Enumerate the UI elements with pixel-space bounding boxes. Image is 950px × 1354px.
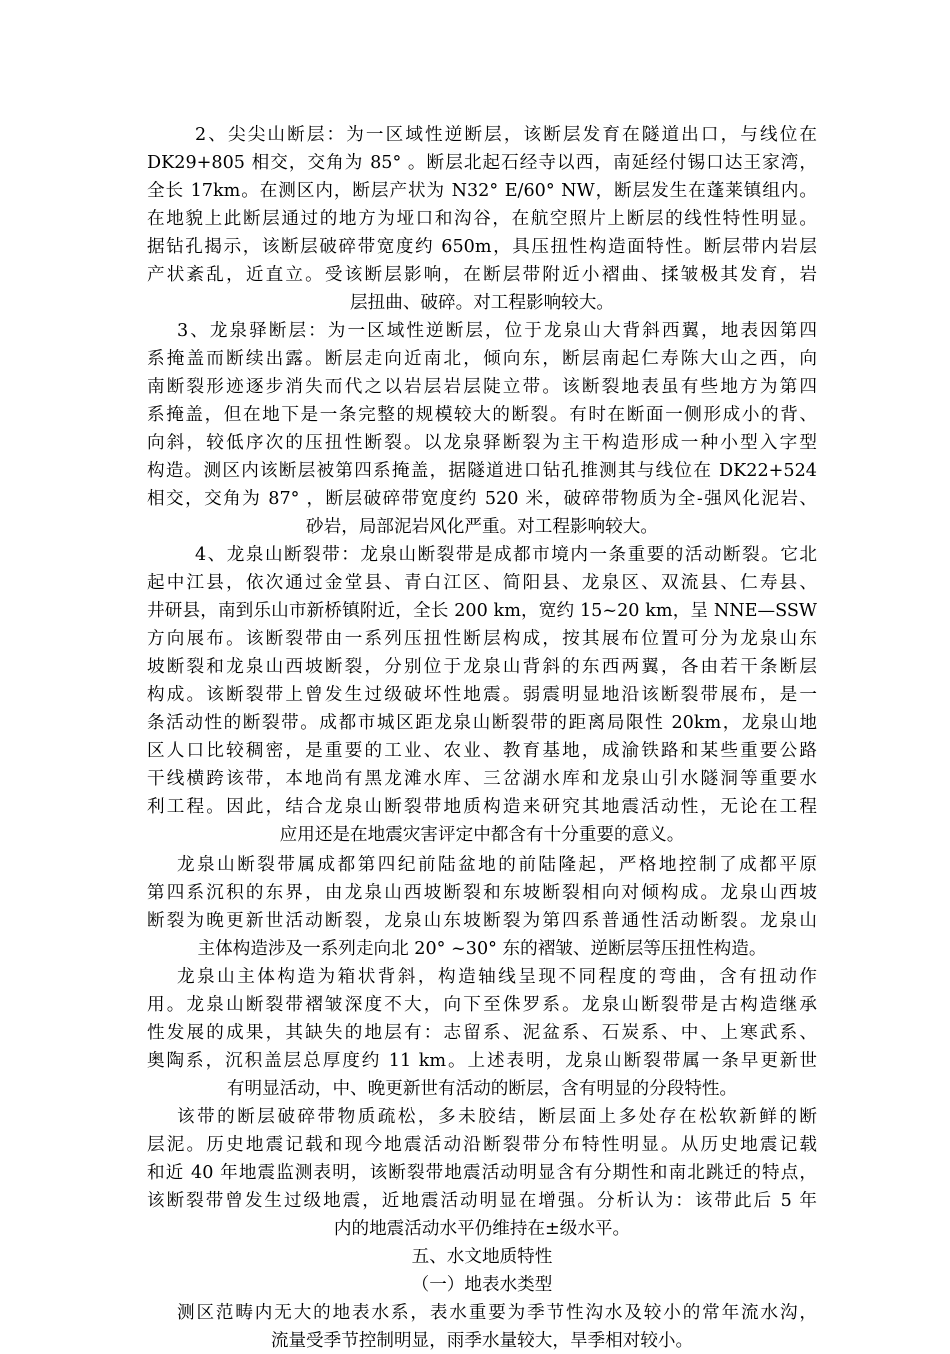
paragraph-6-line-5: 内的地震活动水平仍维持在±级水平。	[333, 1219, 631, 1239]
paragraph-2-line-2: 系掩盖而断续出露。断层走向近南北，倾向东，断层南起仁寿陈大山之西，向	[147, 349, 817, 369]
paragraph-4-line-4: 主体构造涉及一系列走向北 20° ~30° 东的褶皱、逆断层等压扭性构造。	[197, 939, 767, 959]
subsection-title: （一）地表水类型	[411, 1275, 553, 1295]
paragraph-3-line-10: 利工程。因此，结合龙泉山断裂带地质构造来研究其地震活动性，无论在工程	[147, 797, 817, 817]
paragraph-2-line-6: 构造。测区内该断层被第四系掩盖，据隧道进口钻孔推测其与线位在 DK22+524	[147, 461, 817, 481]
paragraph-7-line-1: 测区范畴内无大的地表水系，表水重要为季节性沟水及较小的常年流水沟，	[177, 1303, 817, 1323]
paragraph-1-line-1: 2、尖尖山断层：为一区域性逆断层，该断层发育在隧道出口，与线位在	[195, 125, 817, 145]
paragraph-1-line-5: 据钻孔揭示，该断层破碎带宽度约 650m，具压扭性构造面特性。断层带内岩层	[147, 237, 817, 257]
paragraph-1-line-2: DK29+805 相交，交角为 85° 。断层北起石经寺以西，南延经付锡口达王家湾，	[147, 153, 817, 173]
paragraph-3-line-1: 4、龙泉山断裂带：龙泉山断裂带是成都市境内一条重要的活动断裂。它北	[195, 545, 817, 565]
paragraph-6-line-2: 层泥。历史地震记载和现今地震活动沿断裂带分布特性明显。从历史地震记载	[147, 1135, 817, 1155]
paragraph-5-line-4: 奥陶系，沉积盖层总厚度约 11 km。上述表明，龙泉山断裂带属一条早更新世	[147, 1051, 817, 1071]
paragraph-2-line-1: 3、龙泉驿断层：为一区域性逆断层，位于龙泉山大背斜西翼，地表因第四	[177, 321, 817, 341]
paragraph-3-line-8: 区人口比较稠密，是重要的工业、农业、教育基地，成渝铁路和某些重要公路	[147, 741, 817, 761]
paragraph-4-line-1: 龙泉山断裂带属成都第四纪前陆盆地的前陆隆起，严格地控制了成都平原	[177, 855, 817, 875]
paragraph-3-line-7: 条活动性的断裂带。成都市城区距龙泉山断裂带的距离局限性 20km，龙泉山地	[147, 713, 817, 733]
paragraph-2-line-7: 相交，交角为 87° ，断层破碎带宽度约 520 米，破碎带物质为全-强风化泥岩、	[147, 489, 817, 509]
paragraph-5-line-5: 有明显活动，中、晚更新世有活动的断层，含有明显的分段特性。	[226, 1079, 738, 1099]
paragraph-1-line-6: 产状紊乱，近直立。受该断层影响，在断层带附近小褶曲、揉皱极其发育，岩	[147, 265, 817, 285]
paragraph-4-line-3: 断裂为晚更新世活动断裂，龙泉山东坡断裂为第四系普通性活动断裂。龙泉山	[147, 911, 817, 931]
paragraph-2-line-3: 南断裂形迹逐步消失而代之以岩层岩层陡立带。该断裂地表虽有些地方为第四	[147, 377, 817, 397]
paragraph-5-line-3: 性发展的成果，其缺失的地层有：志留系、泥盆系、石炭系、中、上寒武系、	[147, 1023, 817, 1043]
paragraph-5-line-1: 龙泉山主体构造为箱状背斜，构造轴线呈现不同程度的弯曲，含有扭动作	[177, 967, 817, 987]
paragraph-2-line-4: 系掩盖，但在地下是一条完整的规模较大的断裂。有时在断面一侧形成小的背、	[147, 405, 817, 425]
paragraph-6-line-1: 该带的断层破碎带物质疏松，多未胶结，断层面上多处存在松软新鲜的断	[177, 1107, 817, 1127]
paragraph-7-line-2: 流量受季节控制明显，雨季水量较大，旱季相对较小。	[270, 1331, 694, 1351]
paragraph-6-line-4: 该断裂带曾发生过级地震，近地震活动明显在增强。分析认为：该带此后 5 年	[147, 1191, 817, 1211]
paragraph-3-line-9: 干线横跨该带，本地尚有黑龙滩水库、三岔湖水库和龙泉山引水隧洞等重要水	[147, 769, 817, 789]
paragraph-6-line-3: 和近 40 年地震监测表明，该断裂带地震活动明显含有分期性和南北跳迁的特点，	[147, 1163, 817, 1183]
paragraph-1-line-7: 层扭曲、破碎。对工程影响较大。	[350, 293, 614, 313]
paragraph-3-line-4: 方向展布。该断裂带由一系列压扭性断层构成，按其展布位置可分为龙泉山东	[147, 629, 817, 649]
paragraph-2-line-5: 向斜，较低序次的压扭性断裂。以龙泉驿断裂为主干构造形成一种小型入字型	[147, 433, 817, 453]
paragraph-5-line-2: 用。龙泉山断裂带褶皱深度不大，向下至侏罗系。龙泉山断裂带是古构造继承	[147, 995, 817, 1015]
paragraph-2-line-8: 砂岩，局部泥岩风化严重。对工程影响较大。	[306, 517, 658, 537]
paragraph-3-line-5: 坡断裂和龙泉山西坡断裂，分别位于龙泉山背斜的东西两翼，各由若干条断层	[147, 657, 817, 677]
paragraph-3-line-11: 应用还是在地震灾害评定中都含有十分重要的意义。	[279, 825, 685, 845]
section-title: 五、水文地质特性	[411, 1247, 553, 1267]
paragraph-1-line-3: 全长 17km。在测区内，断层产状为 N32° E/60° NW，断层发生在蓬莱镇组内。	[147, 181, 817, 201]
paragraph-1-line-4: 在地貌上此断层通过的地方为垭口和沟谷，在航空照片上断层的线性特性明显。	[147, 209, 817, 229]
paragraph-3-line-6: 构成。该断裂带上曾发生过级破坏性地震。弱震明显地沿该断裂带展布，是一	[147, 685, 817, 705]
paragraph-4-line-2: 第四系沉积的东界，由龙泉山西坡断裂和东坡断裂相向对倾构成。龙泉山西坡	[147, 883, 817, 903]
paragraph-3-line-2: 起中江县，依次通过金堂县、青白江区、简阳县、龙泉区、双流县、仁寿县、	[147, 573, 817, 593]
paragraph-3-line-3: 井研县，南到乐山市新桥镇附近，全长 200 km，宽约 15~20 km，呈 NNE—SSW	[147, 601, 817, 621]
